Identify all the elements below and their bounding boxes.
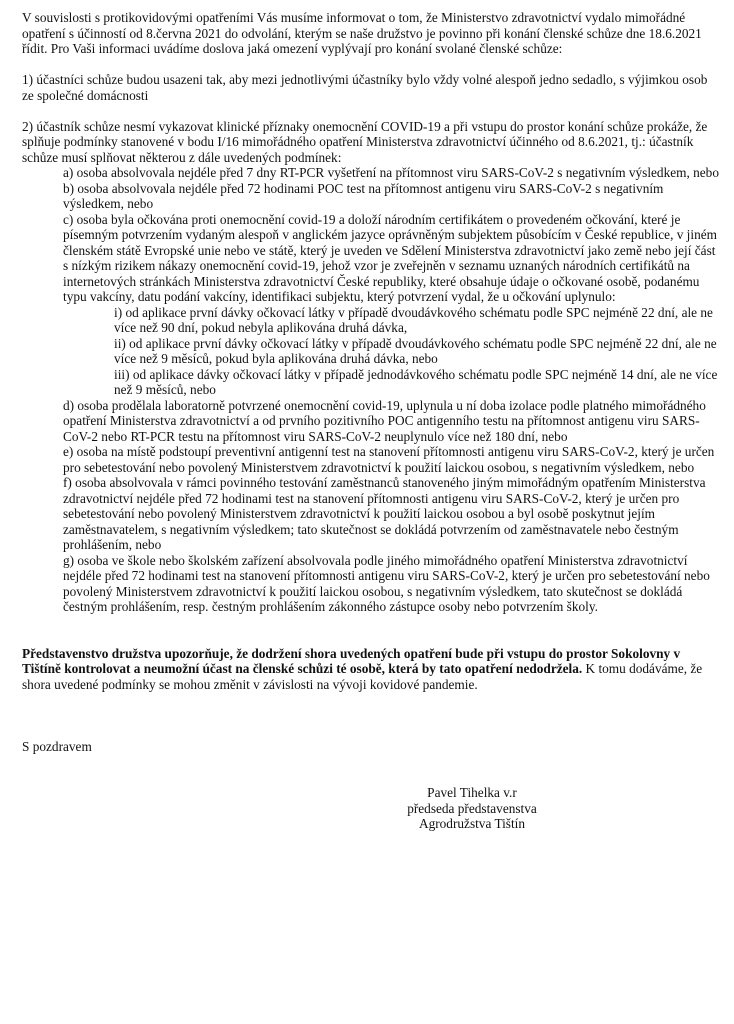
subcondition-iii: iii) od aplikace dávky očkovací látky v případě jednodávkového schématu podle SPC nejméně 14 dní, ale ne více než 9 měsíců, nebo bbox=[114, 366, 718, 397]
signature-org: Agrodružstva Tištín bbox=[418, 816, 526, 831]
subcondition-ii: ii) od aplikace první dávky očkovací látky v případě dvoudávkového schématu podle SPC nejméně 22 dní, ale ne více než 9 měsíců, pokud byla aplikována druhá dávka, nebo bbox=[114, 335, 717, 366]
point-2: 2) účastník schůze nesmí vykazovat klinické příznaky onemocnění COVID-19 a při vstupu do prostor konání schůze prokáže, že splňuje podmínky stanovené v bodu I/16 mimořádného opatření Ministerstva zdravotnictví účinného od 8.6.2021, tj.: účastník schůze musí splňovat některou z dále uvedených podmínek: bbox=[22, 118, 708, 165]
condition-b: b) osoba absolvovala nejdéle před 72 hodinami POC test na přítomnost antigenu viru SARS-CoV-2 s negativním výsledkem, nebo bbox=[63, 180, 664, 211]
greeting: S pozdravem bbox=[22, 738, 92, 754]
condition-e: e) osoba na místě podstoupí preventivní antigenní test na stanovení přítomnosti antigenu viru SARS-CoV-2, který je určen pro sebetestování nebo povolený Ministerstvem zdravotnictví k použití laickou osobou, s negativním výsledkem, nebo bbox=[63, 444, 715, 475]
intro-paragraph: V souvislosti s protikovidovými opatřeními Vás musíme informovat o tom, že Ministerstvo zdravotnictví vydalo mimořádné opatření s účinností od 8.června 2021 do odvolání, kterým se naše družstvo je povinno při konání členské schůze dne 18.6.2021 řídit. Pro Vaši informaci uvádíme doslova jaká omezení vyplývají pro konání svolané členské schůze: bbox=[22, 10, 702, 56]
subcondition-i: i) od aplikace první dávky očkovací látky v případě dvoudávkového schématu podle SPC nejméně 22 dní, ale ne více než 90 dní, pokud nebyla aplikována druhá dávka, bbox=[114, 304, 713, 335]
notice-bold-text: Představenstvo družstva upozorňuje, že dodržení shora uvedených opatření bude při vstupu do prostor Sokolovny v Tištíně kontrolovat a neumožní účast na členské schůzi té osobě, která by tato opatření nedodržela. bbox=[22, 645, 681, 676]
condition-g: g) osoba ve škole nebo školském zařízení absolvovala podle jiného mimořádného opatření Ministerstva zdravotnictví nejdéle před 72 hodinami test na stanovení přítomnosti antigenu viru SARS-CoV-2, který je určen pro sebetestování nebo povolený Ministerstvem zdravotnictví k použití laickou osobou, s negativním výsledkem, tato skutečnost se dokládá čestným prohlášením, resp. čestným prohlášením zákonného zástupce osoby nebo potvrzením školy. bbox=[63, 552, 710, 614]
point-1: 1) účastníci schůze budou usazeni tak, aby mezi jednotlivými účastníky bylo vždy volné alespoň jedno sedadlo, s výjimkou osob ze společné domácnosti bbox=[22, 72, 708, 103]
condition-a: a) osoba absolvovala nejdéle před 7 dny RT-PCR vyšetření na přítomnost viru SARS-CoV-2 s negativním výsledkem, nebo bbox=[63, 165, 719, 180]
notice-rest-text: K tomu dodáváme, že shora uvedené podmínky se mohou změnit v závislosti na vývoji kovidové pandemie. bbox=[22, 661, 703, 692]
signature-name: Pavel Tihelka v.r bbox=[427, 785, 517, 800]
letter-document bbox=[22, 10, 722, 832]
notice-paragraph bbox=[22, 646, 722, 693]
condition-f: f) osoba absolvovala v rámci povinného testování zaměstnanců stanoveného jiným mimořádným opatřením Ministerstva zdravotnictví nejdéle před 72 hodinami test na stanovení přítomnosti antigenu viru SARS-CoV-2, který je určen pro sebetestování nebo povolený Ministerstvem zdravotnictví k použití laickou osobou a byl osobě poskytnut jejím zaměstnavatelem, s negativním výsledkem; tato skutečnost se dokládá potvrzením od zaměstnavatele nebo čestným prohlášením, nebo bbox=[63, 475, 706, 552]
condition-d: d) osoba prodělala laboratorně potvrzené onemocnění covid-19, uplynula u ní doba izolace podle platného mimořádného opatření Ministerstva zdravotnictví a od prvního pozitivního POC antigenního testu na přítomnost antigenu viru SARS-CoV-2 nebo RT-PCR testu na přítomnost viru SARS-CoV-2 neuplynulo více než 180 dní, nebo bbox=[63, 397, 706, 444]
signature-role: předseda představenstva bbox=[407, 800, 537, 816]
condition-c: c) osoba byla očkována proti onemocnění covid-19 a doloží národním certifikátem o provedeném očkování, které je písemným potvrzením vydaným alespoň v anglickém jazyce oprávněným subjektem působícím v České republice, v jiném členském státě Evropské unie nebo ve státě, který je uveden ve Sdělení Ministerstva zdravotnictví jako země nebo její část s nízkým rizikem nákazy onemocnění covid-19, jehož vzor je zveřejněn v seznamu uznaných národních certifikátů na internetových stránkách Ministerstva zdravotnictví České republiky, které obsahuje údaje o očkované osobě, podanému typu vakcíny, datu podání vakcíny, identifikaci subjektu, který potvrzení vydal, že u očkování uplynulo: bbox=[63, 211, 717, 304]
